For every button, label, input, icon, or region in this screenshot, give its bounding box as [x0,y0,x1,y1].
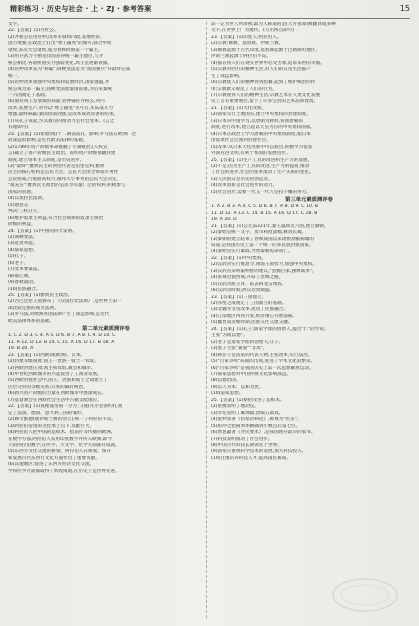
answer-line: 24.【答案】(1)孔子;儒家学派的创始人,提出"仁"的学说, [211,326,326,332]
text-line: (7)科技发明推动了社会进步。 [211,436,273,442]
text-line: 改革,发展生产,对外以"尊王攘夷"为号召,军队战斗力 [8,105,114,111]
text-line: (7)儒家思想对中国传统文化影响深远。 [211,372,292,378]
text-line: (6)"百家争鸣"是我国历史上第一次思想解放运动。 [211,365,314,371]
text-line: 史上占有重要地位,留下了许多宝贵的艺术品和建筑。 [211,99,319,105]
text-line: (3)汉武帝采纳董仲舒的建议,"罢黜百家,独尊儒术"。 [211,268,317,274]
text-line: 层层分封的等级关系;日本的幕府统治。 [8,384,88,390]
text-line: (5)社会进步,需要一代又一代人坚持不懈的努力。 [211,189,311,195]
text-line: (9)春秋战国。 [8,280,38,286]
text-line: 部比较完整的成文法典。 [8,305,59,311]
text-line: 判决:三权分立。 [8,209,42,215]
text-line: (3)秦朝的建立结束了春秋战国以来诸侯割据称雄的 [211,236,314,242]
text-line: (8)以德治国。 [211,378,241,384]
text-line: (6)维护奴隶主利益,符合社会规律的奴隶主统治 [8,215,104,221]
text-line: 生了深远影响。 [211,73,244,79]
text-line: 在数学方面,阿拉伯人采用印度数字并传入欧洲,即今 [8,436,112,442]
text-line: (10)民族融合。 [8,286,41,292]
text-line: (2)不是,因为生产工具的改进,生产力的提高,推动 [211,163,310,169]
text-line: (3)人民群众是历史的创造者。 [211,176,273,182]
text-line: (4)韩非子是法家的代表人物,主张改革,实行法治。 [211,352,313,358]
text-line: (4)改革创新是社会进步的动力。 [211,183,278,189]
text-line: (2)赤壁之战奠定了三国鼎立的基础。 [211,301,287,307]
text-line: (7)宗教使得人们的精神生活,宗教艺术在人类文化发展 [211,92,321,98]
text-line: 19. A 20. D [211,217,237,223]
answer-line: 21.【答案】(1)大化改新。 [211,105,267,111]
text-line: (4)江南地区得到开发,经济重心开始南移。 [211,313,298,319]
text-line: 19. B 20. A [8,346,34,352]
text-line: (3)日本向中国学习,以唐朝为榜样,仿照唐朝的 [211,118,304,124]
text-line: (5)魏晋南北朝时期,民族交往交流交融。 [211,320,293,326]
answer-line: 22.【答案】(1)中央集权。 [211,255,267,261]
text-line: (2)古巴比伦王国颁布了《汉谟拉比法典》,是世界上第一 [8,299,122,305]
text-line: 11. A 12. D 13. B 14. C 15. A 16. D 17. B 18. A [8,339,115,345]
text-line: 言)确立了资产阶级民主政治。说明资产阶级推翻封建 [8,151,116,157]
text-line: 有理即可) [8,125,29,131]
text-line: (4)秦始皇实行暴政,导致秦朝短命而亡。 [211,249,293,255]
page-header [10,4,410,19]
text-line: 增强,最终称霸;秦国由弱到强,是改革成效显著的结果。 [8,112,119,118]
text-line: (2)老子是道家学派的创始人;庄子。 [211,339,284,345]
text-line: 国家的管理。 [8,189,36,195]
text-line: 学和医学方面都取得了辉煌成就,在历史上是世界先进。 [8,468,120,474]
text-line: (5)"百家争鸣"局面的出现,促进了学术文化的繁荣。 [211,359,316,365]
answer-line: 25.【答案】(1)蔡伦改进了造纸术。 [211,397,285,403]
text-line: (9)国家应重视科学技术的发展,加大科技投入。 [211,449,307,455]
text-line: (6)汉武帝时期,西汉达到鼎盛。 [211,288,275,294]
answer-line: 23.【答案】(1)印度人;阿拉伯人。 [211,34,282,40]
text-line: 文字。 [8,22,22,27]
text-line: (5)宗教对西方的精神生活,对人们的日常生活都产 [211,67,311,73]
text-line: (5)德意志 [8,202,29,208]
text-line: 局面,是我国历史上第一个统一的多民族封建国家。 [211,242,314,248]
text-line: (3)罗马法,对欧洲各国法律产生了深远影响,是近代 [8,312,110,318]
section-heading: 第二单元素质测评卷 [82,326,130,333]
text-line: (6)新兴资产阶级的力量在西欧城市中逐渐成长。 [8,391,107,397]
answer-line: 23.【答案】(1)希腊(或(十二铜表法))。影响:罗马法在欧洲广泛 [8,131,137,137]
answer-line: 25.【答案】(1)生产工具的改进和生产力的发展。 [211,157,313,163]
text-line: (2)国家实行土地国有,建立中央集权的封建制度。 [211,112,311,118]
text-line: (10)注重培养科技人才,提高国民素质。 [211,455,291,461]
text-line: 定了法国、德国、意大利三国的雏形。 [8,410,87,416]
text-line: (3)北魏孝文帝改革,促进了民族融合。 [211,307,288,313]
text-line: (10)道家思想。 [211,391,244,397]
text-line: (2)封建等级制度:国王一贵族一骑士一农奴。 [8,359,99,365]
text-line: 用;宗教教义规范了人们的行为。 [211,86,277,92]
text-line: (5)东西方文化交流的桥梁。阿拉伯人在吸收、保存 [8,449,111,455]
text-line: (3)华佗发明了麻沸散,创编五禽戏。 [211,410,284,416]
text-line: (4)张骞出使西域,开辟了丝绸之路。 [211,275,284,281]
text-line: (6)其他地区:促进了东西方经济文化交流。 [8,462,95,468]
text-line: 制度,建立资本主义制度,是历史进步。 [8,157,85,163]
text-line: (2)1789年资产阶级革命推翻了专制统治,(人权宣 [8,144,108,150]
text-line: (8)中国古代科技长期领先于世界。 [211,443,282,448]
page-number: 15 [399,4,410,13]
text-line: (4)儒家思想。 [8,247,38,253]
text-line: 文字,在世界上广为流传。(写出两点即可) [211,28,295,34]
text-line: (4)日本在政治上学习唐朝的中央集权制度,使日本 [211,131,311,137]
text-line: (5)管仲改革加强中央集权和发展经济,国家强盛,齐 [8,80,110,86]
text-line: (3)佛教起源于古代印度,基督教起源于巴勒斯坦地区, [211,47,317,53]
text-line: 诸侯,多次大会诸侯,成为春秋时期第一个霸主。 [8,47,103,53]
text-line: (4)管仲改革发为"称霸";商鞅变法是为"富国强兵"并最终完成 [8,67,131,73]
text-line: 伊斯兰教起源于阿拉伯半岛。 [211,54,271,60]
text-line: (6)贾思勰著《齐民要术》,是我国现存最早的农书。 [211,430,316,436]
column-divider [206,22,207,618]
text-line: 制度,进行改革,建立起以天皇为首的中央集权国家。 [211,125,315,131]
text-line: (3)墨子主张"兼爱""非攻"。 [211,346,268,352]
text-line: 民主的核心机构是公民大会。公民大会由全体成年男性 [8,170,119,176]
text-line: (7)变革要靠法。 [8,267,43,273]
text-line: (3)"最终":雅典民主的典型代表是伯里克利,雅典 [8,163,105,169]
text-line: (2)宗教:佛教、基督教、伊斯兰教。 [211,41,284,47]
text-line: (2)商鞅变法。 [8,234,38,240]
text-line: (2)汉武帝实行推恩令,削弱王国势力,加强中央集权。 [211,262,317,268]
text-line: (2)张衡发明了地动仪。 [211,404,259,410]
text-line: (5)祖冲之把圆周率精确到小数点后第七位。 [211,423,301,429]
text-line: 天的阿拉伯数字;在医学、天文学、化学方面都有成就。 [8,443,120,448]
text-line: 1. A 2. B 3. A 4. C 5. D 6. B 7. A 8. D 9. C 10. B [211,204,318,210]
section-heading: 第三单元素质测评卷 [285,197,333,204]
text-line: (3)西欧封建庄园;领主和农奴,教会和城市。 [8,365,96,371]
text-line: 桓公成为第一霸主;商鞅变法使秦国富强,为后来秦统 [8,86,113,92]
text-line: 欧美法律体系的基础。 [8,318,54,324]
watermark-stamp-icon [330,575,400,615]
text-line: (8)都江堰。 [8,273,33,279]
text-line: (5)孔子。 [8,254,29,260]
text-line: 公民组成,行使最高权力,城邦大小事务由公民大会决定。 [8,176,122,182]
text-line: (4)张仲景著《伤寒杂病论》,被尊为"医圣"。 [211,417,302,423]
text-line: 外国先进文明,有利于本国的发展进步。 [211,151,291,157]
text-line: (5)改革:从日本大化改新中可以看出,积极学习借鉴 [211,144,313,150]
text-line: 统一。 [8,73,22,79]
text-line: (4)汉谟拉比法典。 [8,196,47,202]
text-line: 国力增强;在政治上打出"尊王攘夷"的旗号,联合中原 [8,41,112,47]
text-line: 而深远的影响,是近代欧美法律的基础。 [8,138,88,144]
text-line: (4)都宣扬人们在现实世界中忍受苦难,追求来世的幸福。 [211,60,325,66]
answer-line: 23.【答案】(1)三国鼎立。 [211,294,267,300]
text-line: (6)老子。 [8,260,29,266]
text-line: 品一定为世人所珍视;最为人称道的是(天方夜谭)被翻译成多种 [211,22,336,27]
text-line: (2)穆罕默德(或伊斯兰教的创立),统一了阿拉伯半岛。 [8,417,117,423]
text-line: 了社会的进步,社会的变革推动了生产关系的变化。 [211,170,314,176]
text-line: (6)宗教使人们的精神得到慰藉,起到了维护统治的作 [211,80,316,86]
answer-line: 21.【答案】(1)西欧(或欧洲)、日本。 [8,352,86,358]
text-line: (7)从孔子说起,至其教育的推动力是社会变革。(言之 [8,118,115,124]
text-line: (5)汉武帝派卫青、霍去病北击匈奴。 [211,281,287,287]
text-line: "最充实":雅典民主政治的公民享有最广泛的权利,积极参与 [8,183,126,189]
text-line: 1. C 2. D 3. C 4. A 5. D 6. B 7. A 8. C 9. D 10. C [8,333,116,339]
text-line: 桓公相比,各诸侯国实力强弱变化,周王室逐渐衰微。 [8,60,112,66]
text-line: (4)阿拉伯人把中国的造纸术、指南针等传播到欧洲, [8,430,113,436]
answer-line: 21.【答案】(1)公元前221年,秦王嬴政灭六国,建立秦朝。 [211,223,329,229]
right-column [211,22,407,620]
text-line: (2)齐桓公任用管仲,改革军制和内政,发展经济, [8,34,102,40]
text-line: 一六国奠定了基础。 [8,92,50,98]
text-line: (6)面对周王室衰微的局面,管仲辅佐齐桓公,对内 [8,99,105,105]
answer-line: 25.【答案】(1)雅典民主政治。 [8,293,73,299]
header-title: 精彩练习 · 历史与社会 · 上 · ZJ · 参考答案 [10,5,152,13]
text-line: 和发展古代东西方文化方面作出了重要贡献。 [8,455,100,461]
left-column [8,22,204,620]
answer-line: 22.【答案】(1)查理曼帝国一分为三(或(凡尔登条约)),奠 [8,404,123,410]
text-line: 11. D 12. A 13. C 14. B 15. A 16. D 17. C 18. B [211,210,318,216]
text-line: (9)以人为本、以和为贵。 [211,384,264,390]
text-line: (3)阿拉伯帝国的文化承上启下,贡献巨大。 [8,423,95,429]
text-line: (5)西欧封建社会中,国王、贵族和骑士之间建立了 [8,378,108,384]
text-line: 由奴隶社会过渡到封建社会。 [211,138,271,144]
text-line: (3)用兵武力不断征伐而获得统一霸主地位,与齐 [8,54,104,60]
text-line: 主张"为政以德"。 [211,333,248,339]
text-line: (2)秦始皇统一文字、货币和度量衡,修筑长城。 [211,230,307,236]
answer-line: 24.【答案】(1)中国的四大发明。 [8,228,77,234]
text-line: 阶级的利益。 [8,222,36,228]
answer-line: 22.【答案】(1)丹杜公。 [8,28,59,34]
text-line: (4)中世纪西欧城市的兴起促进了工商业发展。 [8,372,102,378]
text-line: (3)选贤举能。 [8,241,38,247]
text-line: (7)基督教会在西欧社会生活中占据支配地位。 [8,397,102,403]
